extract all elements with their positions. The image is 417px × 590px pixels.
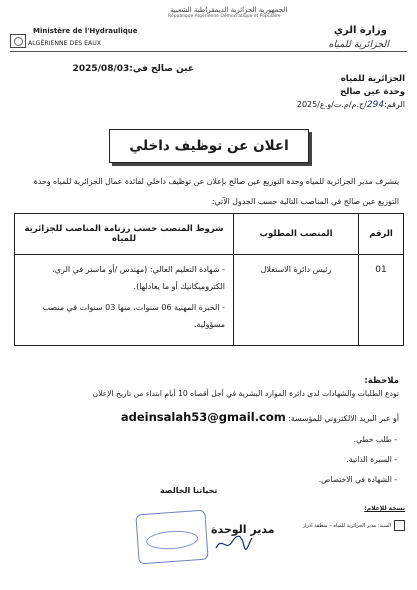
notes-heading: ملاحظة:	[364, 376, 399, 386]
signature-scribble-icon	[214, 534, 254, 552]
header-post: المنصب المطلوب	[234, 214, 359, 255]
table-row	[15, 255, 404, 346]
republic-title-fr: République Algérienne Démocratique et Populaire	[168, 14, 281, 19]
row-number: 01	[359, 255, 404, 346]
republic-title-ar: الجمهورية الجزائرية الديمقراطية الشعبية	[170, 6, 288, 14]
ade-logo-icon	[10, 34, 26, 48]
ministry-fr: Ministère de l'Hydraulique	[33, 27, 138, 35]
table-header-row	[15, 214, 404, 255]
email-prefix: أو عبر البريد الالكتروني للمؤسسة:	[288, 414, 399, 423]
ministry-ar: وزارة الري	[333, 25, 387, 36]
row-post: رئيس دائرة الاستغلال	[234, 255, 359, 346]
announcement-title: اعلان عن توظيف داخلي	[109, 129, 309, 163]
reference-number	[297, 100, 405, 110]
signatory-title: مدير الوحدة	[211, 523, 275, 536]
header-number: الرقم	[359, 214, 404, 255]
row-conditions	[15, 255, 234, 346]
contact-email-link[interactable]: adeinsalah53@gmail.com	[120, 410, 286, 424]
required-documents-list	[319, 430, 397, 490]
sender-unit: وحدة عين صالح	[340, 87, 405, 97]
reference-prefix: الرقم:	[384, 100, 405, 109]
document-date: عين صالح في:2025/08/03	[72, 64, 194, 74]
ade-name-ar: الجزائرية للمياه	[328, 39, 389, 50]
intro-paragraph: يتشرف مدير الجزائرية للمياه وحدة التوزيع عين صالح بإعلان عن توظيف داخلي لفائدة عمال الجزائرية للمياه وحدة التوزيع عين صالح في المناصب التالية حسب الجدول الآتي:	[33, 177, 399, 206]
condition-education: - شهادة التعليم العالي: (مهندس /أو ماستر في الري، الكتروميكانيك أو ما يعادلها).	[52, 265, 225, 291]
closing-greeting: تحياتنا الخالصة	[160, 486, 218, 495]
header-conditions: شروط المنصب حسب رزنامة المناصب للجزائرية للمياه	[15, 214, 234, 255]
reference-handwritten-number: 294	[366, 100, 385, 110]
copies-heading: نسخة للإعلام:	[364, 505, 405, 512]
list-item: - طلب خطي.	[353, 435, 397, 444]
checkbox-icon	[394, 520, 405, 531]
header-divider	[10, 51, 407, 52]
positions-table	[14, 213, 404, 346]
official-stamp: ​ ​	[135, 510, 208, 565]
list-item: - السيرة الذاتية.	[346, 455, 397, 464]
condition-experience: - الخبرة المهنية 06 سنوات، منها 03 سنوات في منصب مسؤولية.	[42, 303, 225, 329]
notes-email-line	[121, 410, 399, 424]
reference-suffix: /ج.م/م.ت/و.ع/2025	[296, 100, 367, 109]
list-item: - الشهادة في الاختصاص.	[318, 475, 397, 484]
notes-deadline: تودع الطلبات والشهادات لدى دائرة الموارد البشرية في أجل أقصاه 10 أيام ابتداء من تاريخ الإعلان	[92, 389, 399, 398]
copy-recipient: السيد: مدير الجزائرية للمياه – منطقة ادرار	[303, 520, 405, 531]
ade-name-fr: ALGÉRIENNE DES EAUX	[28, 40, 102, 47]
sender-company: الجزائرية للمياه	[340, 74, 405, 84]
